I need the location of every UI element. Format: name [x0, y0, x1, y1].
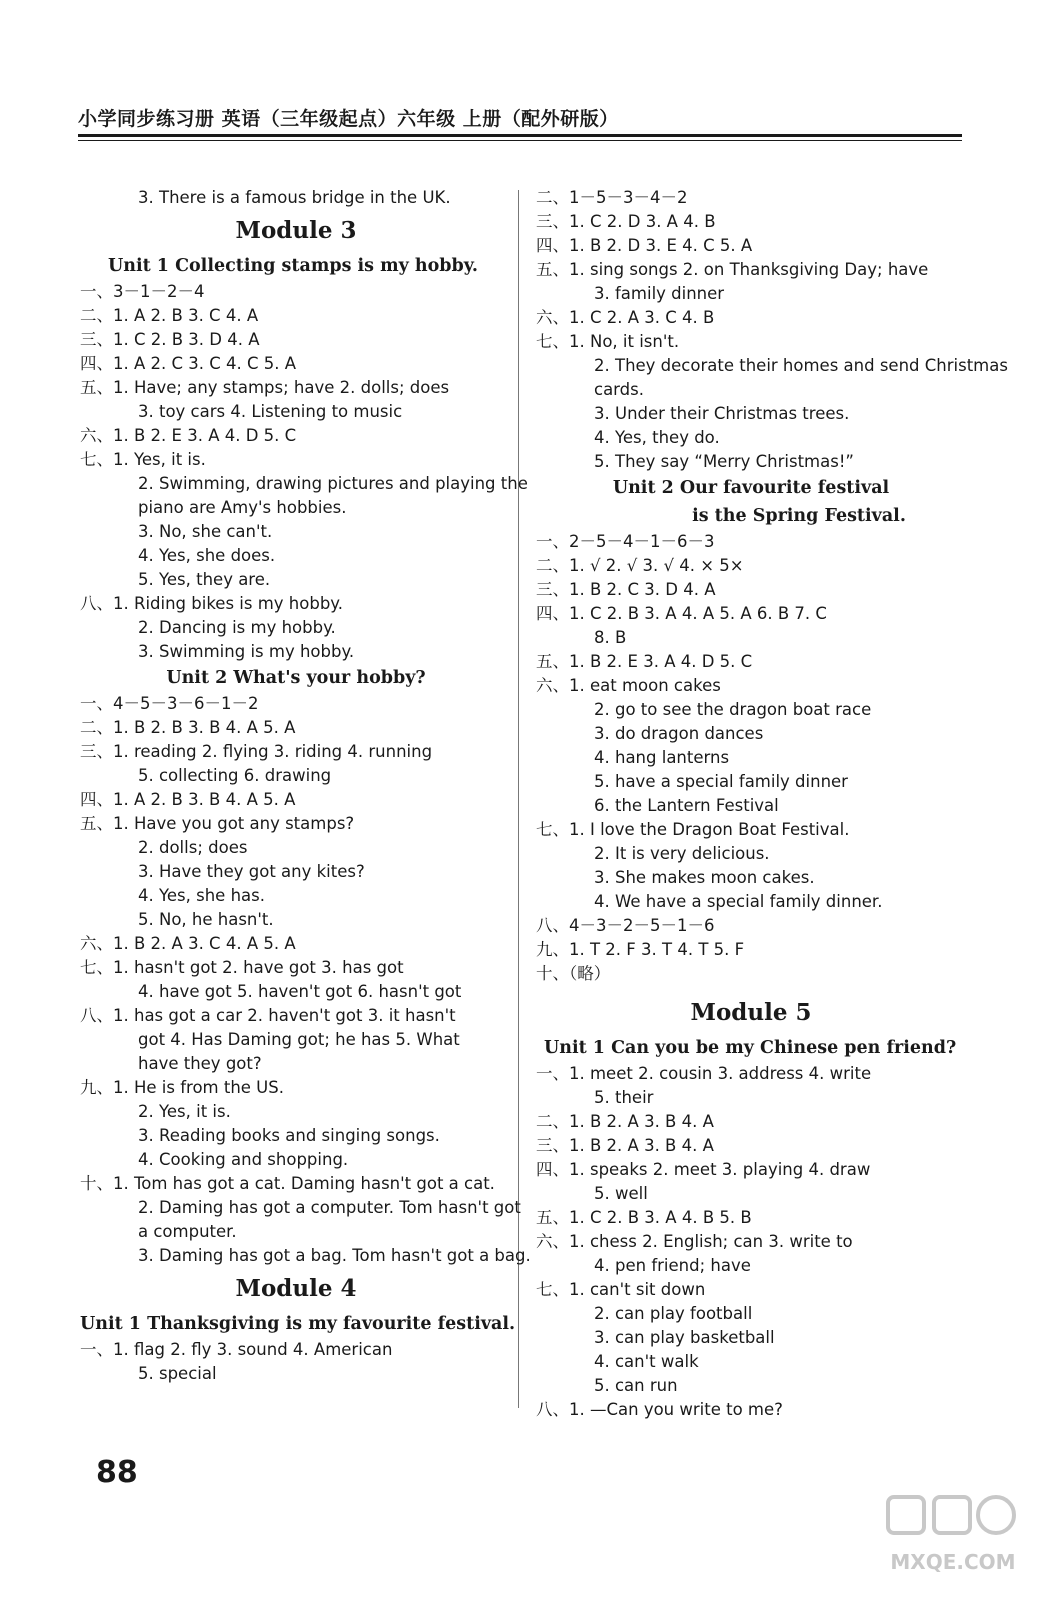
answer-line: 3. She makes moon cakes. — [594, 868, 815, 887]
answer-line: 七、1. Yes, it is. — [80, 450, 206, 469]
answer-line: 2. They decorate their homes and send Christmas — [594, 356, 1008, 375]
unit-heading: Unit 2 What's your hobby? — [166, 668, 426, 688]
answer-line: 一、3－1－2－4 — [80, 282, 205, 301]
answer-line: 八、1. Riding bikes is my hobby. — [80, 594, 343, 613]
answer-line: 5. well — [594, 1184, 648, 1203]
answer-line: 五、1. Have you got any stamps? — [80, 814, 355, 833]
answer-line: 一、4－5－3－6－1－2 — [80, 694, 259, 713]
unit-heading-cont: is the Spring Festival. — [692, 506, 906, 526]
answer-line: 2. Swimming, drawing pictures and playing the — [138, 474, 528, 493]
answer-line: 5. No, he hasn't. — [138, 910, 274, 929]
answer-line: 二、1. A 2. B 3. C 4. A — [80, 306, 259, 325]
answer-line: 八、1. has got a car 2. haven't got 3. it hasn't — [80, 1006, 456, 1025]
answer-line: 九、1. T 2. F 3. T 4. T 5. F — [536, 940, 745, 959]
answer-line: 6. the Lantern Festival — [594, 796, 779, 815]
answer-line: 七、1. hasn't got 2. have got 3. has got — [80, 958, 404, 977]
answer-line: 5. Yes, they are. — [138, 570, 271, 589]
answer-line: 三、1. B 2. C 3. D 4. A — [536, 580, 716, 599]
answer-line: 4. can't walk — [594, 1352, 699, 1371]
answer-line: 二、1－5－3－4－2 — [536, 188, 688, 207]
answer-line: 五、1. Have; any stamps; have 2. dolls; does — [80, 378, 450, 397]
answer-line: 4. Yes, they do. — [594, 428, 720, 447]
answer-line: 5. collecting 6. drawing — [138, 766, 332, 785]
unit-heading: Unit 1 Can you be my Chinese pen friend? — [544, 1038, 957, 1058]
running-header: 小学同步练习册 英语（三年级起点）六年级 上册（配外研版） — [78, 108, 619, 130]
answer-line: 九、1. He is from the US. — [80, 1078, 284, 1097]
answer-line: 5. can run — [594, 1376, 678, 1395]
answer-line: 3. can play basketball — [594, 1328, 775, 1347]
answer-line: 八、1. —Can you write to me? — [536, 1400, 783, 1419]
answer-line: 2. dolls; does — [138, 838, 248, 857]
answer-line: 六、1. chess 2. English; can 3. write to — [536, 1232, 853, 1251]
answer-line: 三、1. C 2. D 3. A 4. B — [536, 212, 716, 231]
left-column — [80, 186, 531, 1386]
answer-line: 2. Yes, it is. — [138, 1102, 231, 1121]
module-heading: Module 3 — [235, 217, 357, 244]
answer-line: 八、4－3－2－5－1－6 — [536, 916, 715, 935]
answer-line: 五、1. sing songs 2. on Thanksgiving Day; have — [536, 260, 929, 279]
answer-line: 5. special — [138, 1364, 217, 1383]
answer-line: have they got? — [138, 1054, 262, 1073]
answer-line: 三、1. B 2. A 3. B 4. A — [536, 1136, 714, 1155]
answer-line: 一、2－5－4－1－6－3 — [536, 532, 715, 551]
answer-line: cards. — [594, 380, 644, 399]
answer-line: 四、1. A 2. C 3. C 4. C 5. A — [80, 354, 297, 373]
answer-line: 四、1. A 2. B 3. B 4. A 5. A — [80, 790, 296, 809]
answer-line: 2. can play football — [594, 1304, 753, 1323]
watermark-text: MXQE.COM — [890, 1550, 1016, 1574]
answer-line: 四、1. B 2. D 3. E 4. C 5. A — [536, 236, 753, 255]
answer-line: 四、1. speaks 2. meet 3. playing 4. draw — [536, 1160, 871, 1179]
answer-line: 六、1. eat moon cakes — [536, 676, 721, 695]
answer-line: 二、1. B 2. A 3. B 4. A — [536, 1112, 714, 1131]
watermark-logo — [878, 1491, 1028, 1581]
answer-line: 3. Reading books and singing songs. — [138, 1126, 440, 1145]
answer-line: 3. family dinner — [594, 284, 725, 303]
answer-line: 3. Daming has got a bag. Tom hasn't got a bag. — [138, 1246, 531, 1265]
answer-line: 四、1. C 2. B 3. A 4. A 5. A 6. B 7. C — [536, 604, 827, 623]
header-rule-thick — [78, 134, 962, 137]
answer-line: 3. No, she can't. — [138, 522, 273, 541]
answer-line: 3. Under their Christmas trees. — [594, 404, 850, 423]
answer-line: 4. have got 5. haven't got 6. hasn't got — [138, 982, 462, 1001]
unit-heading: Unit 1 Collecting stamps is my hobby. — [108, 256, 479, 276]
answer-line: 3. do dragon dances — [594, 724, 764, 743]
answer-line: got 4. Has Daming got; he has 5. What — [138, 1030, 460, 1049]
answer-line: 三、1. C 2. B 3. D 4. A — [80, 330, 260, 349]
answer-line: 2. It is very delicious. — [594, 844, 770, 863]
answer-line: 六、1. C 2. A 3. C 4. B — [536, 308, 715, 327]
answer-line: 5. They say “Merry Christmas!” — [594, 452, 854, 471]
answer-line: 七、1. No, it isn't. — [536, 332, 680, 351]
answer-line: 4. pen friend; have — [594, 1256, 751, 1275]
answer-line: 二、1. B 2. B 3. B 4. A 5. A — [80, 718, 296, 737]
answer-line: 六、1. B 2. A 3. C 4. A 5. A — [80, 934, 296, 953]
answer-line: 3. Have they got any kites? — [138, 862, 365, 881]
module-heading: Module 5 — [690, 999, 812, 1026]
answer-line: 4. hang lanterns — [594, 748, 730, 767]
answer-line: 七、1. can't sit down — [536, 1280, 706, 1299]
module-heading: Module 4 — [235, 1275, 357, 1302]
answer-line: 一、1. meet 2. cousin 3. address 4. write — [536, 1064, 872, 1083]
answer-line: 5. their — [594, 1088, 654, 1107]
answer-line: 2. Dancing is my hobby. — [138, 618, 336, 637]
answer-line: 3. Swimming is my hobby. — [138, 642, 355, 661]
right-column — [536, 186, 1008, 1422]
answer-line: 六、1. B 2. E 3. A 4. D 5. C — [80, 426, 297, 445]
answer-line: piano are Amy's hobbies. — [138, 498, 347, 517]
answer-line: 十、1. Tom has got a cat. Daming hasn't got a cat. — [80, 1174, 495, 1193]
answer-line: 一、1. flag 2. fly 3. sound 4. American — [80, 1340, 393, 1359]
answer-line: 五、1. C 2. B 3. A 4. B 5. B — [536, 1208, 752, 1227]
answer-line: 2. Daming has got a computer. Tom hasn't got — [138, 1198, 521, 1217]
header-rule-thin — [78, 140, 962, 141]
answer-line: a computer. — [138, 1222, 237, 1241]
answer-line: 七、1. I love the Dragon Boat Festival. — [536, 820, 850, 839]
answer-line: 五、1. B 2. E 3. A 4. D 5. C — [536, 652, 753, 671]
answer-line: 3. toy cars 4. Listening to music — [138, 402, 403, 421]
answer-line: 5. have a special family dinner — [594, 772, 848, 791]
answer-line: 2. go to see the dragon boat race — [594, 700, 872, 719]
answer-line: 4. Yes, she does. — [138, 546, 276, 565]
answer-line: 三、1. reading 2. flying 3. riding 4. running — [80, 742, 433, 761]
answer-line: 4. Cooking and shopping. — [138, 1150, 349, 1169]
answer-line: 十、（略） — [536, 964, 611, 983]
answer-line: 3. There is a famous bridge in the UK. — [138, 188, 451, 207]
answer-line: 二、1. √ 2. √ 3. √ 4. × 5× — [536, 556, 744, 575]
answer-line: 8. B — [594, 628, 627, 647]
answer-line: 4. We have a special family dinner. — [594, 892, 883, 911]
column-divider — [518, 190, 519, 1408]
answer-line: 4. Yes, she has. — [138, 886, 265, 905]
unit-heading: Unit 1 Thanksgiving is my favourite festival. — [80, 1314, 516, 1334]
page-number: 88 — [96, 1455, 138, 1490]
unit-heading: Unit 2 Our favourite festival — [612, 478, 890, 498]
